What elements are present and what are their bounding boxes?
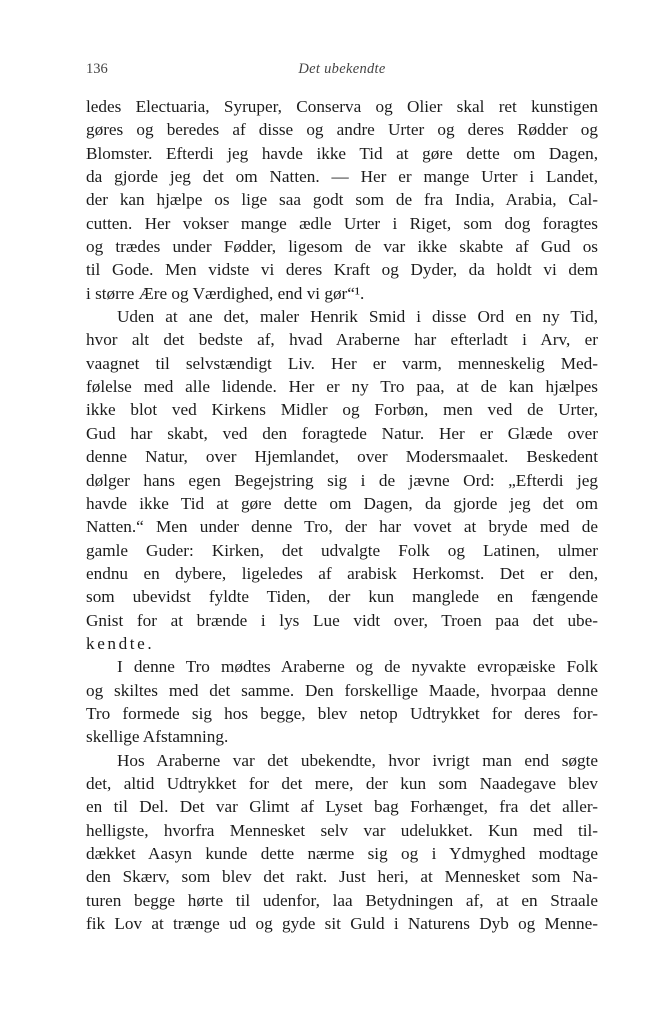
text-line: endnu en dybere, ligeledes af arabisk Herkomst. Det er den, [86,563,598,583]
text-line: følelse med alle lidende. Her er ny Tro paa, at de kan hjælpes [86,377,598,397]
text-line: fik Lov at trænge ud og gyde sit Guld i Naturens Dyb og Menne- [86,914,598,934]
text-line: ledes Electuaria, Syruper, Conserva og Olier skal ret kunstigen [86,97,598,116]
text-line: en til Del. Det var Glimt af Lyset bag Forhænget, fra det aller- [86,797,598,817]
text-line: denne Natur, over Hjemlandet, over Modersmaalet. Beskedent [86,447,598,467]
text-line: cutten. Her vokser mange ædle Urter i Riget, som dog foragtes [86,213,598,233]
paragraph-4 [86,749,598,936]
text-line: dølger hans egen Begejstring sig i de jævne Ord: „Efterdi jeg [86,470,598,490]
text-line: det, altid Udtrykket for det mere, der kun som Naadegave blev [86,773,598,793]
text-line: til Gode. Men vidste vi deres Kraft og Dyder, da holdt vi dem [86,260,598,280]
text-line: i større Ære og Værdighed, end vi gør“¹. [86,283,365,303]
running-title: Det ubekendte [298,61,386,77]
text-line: havde ikke Tid at gøre dette om Dagen, da gjorde jeg det om [86,493,598,513]
text-line: Uden at ane det, maler Henrik Smid i disse Ord en ny Tid, [117,307,598,327]
text-line: turen begge hørte til udenfor, laa Betydningen af, at en Straale [86,890,598,910]
running-head [86,61,598,81]
text-line: gøres og beredes af disse og andre Urter og deres Rødder og [86,120,598,140]
text-line: skellige Afstamning. [86,727,229,747]
text-line: I denne Tro mødtes Araberne og de nyvakte evropæiske Folk [117,657,598,677]
text-line: Hos Araberne var det ubekendte, hvor ivrigt man end søgte [117,750,598,770]
text-line: gamle Guder: Kirken, det udvalgte Folk og Latinen, ulmer [86,540,598,560]
text-line: og skiltes med det samme. Den forskellige Maade, hvorpaa denne [86,680,598,700]
text-line: Blomster. Efterdi jeg havde ikke Tid at gøre dette om Dagen, [86,143,598,163]
text-line: hvor alt det bedste af, hvad Araberne har efterladt i Arv, er [86,330,598,350]
text-line: ikke blot ved Kirkens Midler og Forbøn, men ved de Urter, [86,400,598,420]
text-line: Tro formede sig hos begge, blev netop Udtrykket for deres for- [86,703,598,723]
text-line: helligste, hvorfra Mennesket selv var udelukket. Kun med til- [86,820,598,840]
page-number: 136 [86,61,108,77]
text-line: den Skærv, som blev det rakt. Just heri, at Mennesket som Na- [86,867,598,887]
paragraph-1 [86,95,598,305]
text-line: der kan hjælpe os lige saa godt som de fra India, Arabia, Cal- [86,190,598,210]
text-line: da gjorde jeg det om Natten. — Her er mange Urter i Landet, [86,167,598,187]
text-line: dækket Aasyn kunde dette nærme sig og i Ydmyghed modtage [86,844,598,863]
paragraph-3 [86,655,598,748]
body-text [86,95,598,935]
text-line: Natten.“ Men under denne Tro, der har vovet at bryde med de [86,517,598,537]
text-line: som ubevidst fyldte Tiden, der kun manglede en fængende [86,587,598,607]
text-line: Gnist for at brænde i lys Lue vidt over, Troen paa det ube- [86,610,598,630]
paragraph-2 [86,305,598,655]
text-line: Gud har skabt, ved den foragtede Natur. Her er Glæde over [86,423,598,443]
text-line: og trædes under Fødder, ligesom de var ikke skabte af Gud os [86,237,598,257]
text-line: kendte. [86,633,155,653]
text-line: vaagnet til selvstændigt Liv. Her er varm, menneskelig Med- [86,353,598,373]
